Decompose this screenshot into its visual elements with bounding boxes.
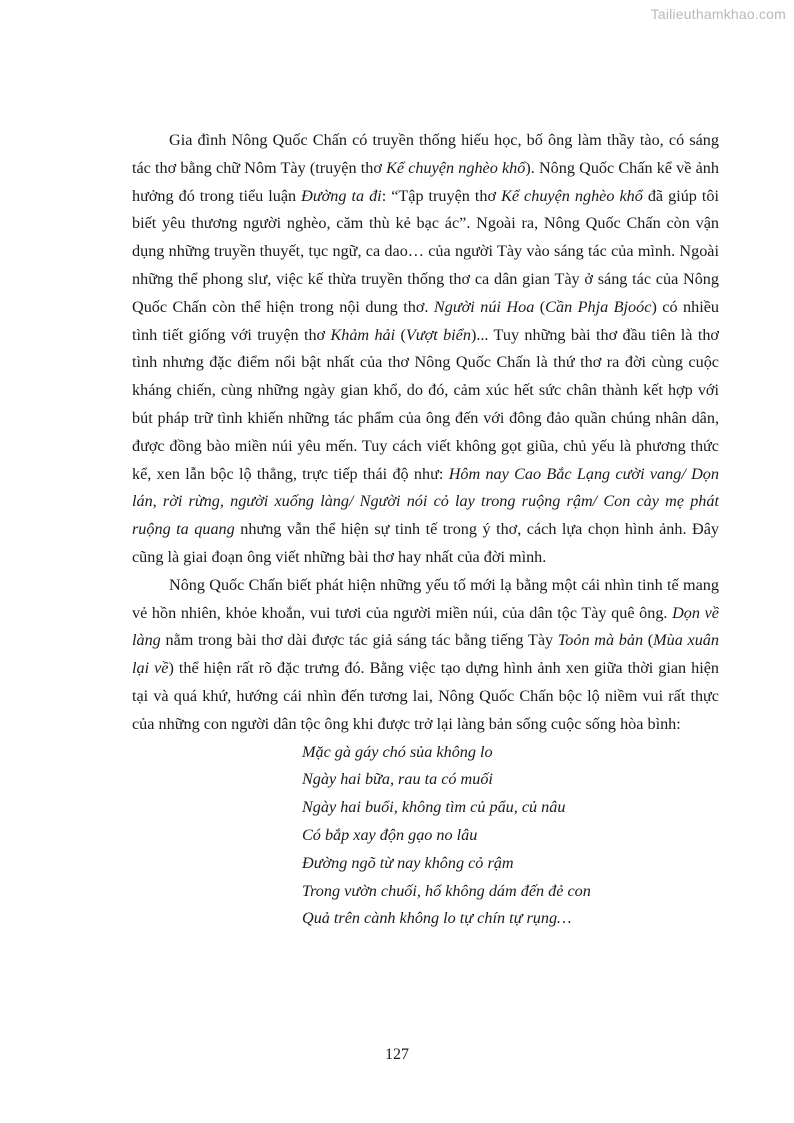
watermark: Tailieuthamkhao.com [650, 6, 786, 22]
poem-line: Ngày hai buổi, không tìm củ pẩu, củ nâu [302, 798, 566, 817]
text-run: ( [643, 631, 654, 650]
text-run: ) có nhiều tình tiết giống với truyện thơ [132, 297, 720, 344]
poem-line: Trong vườn chuối, hổ không dám đến đẻ con [302, 881, 591, 900]
poem-line: Quả trên cành không lo tự chín tự rụng… [302, 909, 572, 928]
text-run: ). Nông Quốc Chấn kể về ảnh hưởng đó trong tiểu luận [132, 158, 719, 205]
text-run: nhưng vẫn thể hiện sự tinh tế trong ý thơ, cách lựa chọn hình ảnh. Đây cũng là giai đoạn ông viết những bài thơ hay nhất của đời mình. [132, 520, 719, 566]
italic-title-run: Mùa xuân lại về [132, 631, 719, 678]
italic-title-run: Khảm hải [330, 325, 396, 344]
text-run: ( [534, 297, 546, 316]
italic-title-run: Hôm nay Cao Bắc Lạng cười vang/ Dọn lán, rời rừng, người xuống làng/ Người nói cỏ lay trong ruộng rậm/ Con cày mẹ phát ruộng ta quang [132, 464, 719, 539]
poem-line: Ngày hai bữa, rau ta có muối [302, 770, 493, 789]
italic-title-run: Kể chuyện nghèo khổ [501, 186, 643, 205]
text-run: Gia đình Nông Quốc Chấn có truyền thống hiếu học, bố ông làm thầy tào, có sáng tác thơ bằng chữ Nôm Tày (truyện thơ [132, 131, 719, 177]
italic-title-run: Vượt biển [405, 325, 471, 344]
text-run: đã giúp tôi biết yêu thương người nghèo, căm thù kẻ bạc ác”. Ngoài ra, Nông Quốc Chấn còn vận dụng những truyền thuyết, tục ngữ, ca dao… của người Tày vào sáng tác của mình. Ngoài những thể phong slư, việc kế thừa truyền thống thơ ca dân gian Tày ở sáng tác của Nông Quốc Chấn còn thể hiện trong nội dung thơ. [132, 186, 719, 316]
italic-title-run: Cần Phja Bjoóc [545, 297, 652, 316]
italic-title-run: Người núi Hoa [433, 297, 535, 316]
text-run: nằm trong bài thơ dài được tác giả sáng tác bằng tiếng Tày [160, 631, 558, 650]
text-run: )... Tuy những bài thơ đầu tiên là thơ tình nhưng đặc điểm nổi bật nhất của thơ Nông Quốc Chấn là thứ thơ ra đời cùng cuộc kháng chiến, cùng những ngày gian khổ, do đó, cảm xúc hết sức chân thành kết hợp với bút pháp trữ tình khiến những tác phẩm của ông đến với đông đảo quần chúng nhân dân, được đồng bào miền núi yêu mến. Tuy cách viết không gọt giũa, chủ yếu là phương thức kể, xen lẫn bộc lộ thẳng, trực tiếp thái độ như: [132, 325, 719, 483]
italic-title-run: Dọn về làng [132, 603, 719, 650]
poem-block [302, 739, 719, 934]
text-run: ( [395, 325, 406, 344]
body-paragraph-1 [132, 127, 719, 572]
poem-line: Mặc gà gáy chó sủa không lo [302, 742, 493, 761]
poem-line: Đường ngõ từ nay không cỏ rậm [302, 853, 514, 872]
text-run: ) thể hiện rất rõ đặc trưng đó. Bằng việc tạo dựng hình ảnh xen giữa thời gian hiện tại và quá khứ, hướng cái nhìn đến tương lai, Nông Quốc Chấn bộc lộ niềm vui rất thực của những con người dân tộc ông khi được trở lại làng bản sống cuộc sống hòa bình: [132, 659, 720, 733]
poem-line: Có bắp xay độn gạo no lâu [302, 825, 478, 844]
italic-title-run: Kể chuyện nghèo khổ [386, 158, 526, 177]
text-run: Nông Quốc Chấn biết phát hiện những yếu tố mới lạ bằng một cái nhìn tinh tế mang vẻ hồn nhiên, khỏe khoắn, vui tươi của người miền núi, của dân tộc Tày quê ông. [132, 575, 719, 622]
page-number: 127 [385, 1046, 409, 1063]
italic-title-run: Đường ta đi [301, 186, 382, 205]
document-body [132, 127, 719, 933]
italic-title-run: Toỏn mà bản [557, 631, 644, 650]
text-run: : “Tập truyện thơ [381, 186, 502, 205]
body-paragraph-2 [132, 572, 719, 739]
